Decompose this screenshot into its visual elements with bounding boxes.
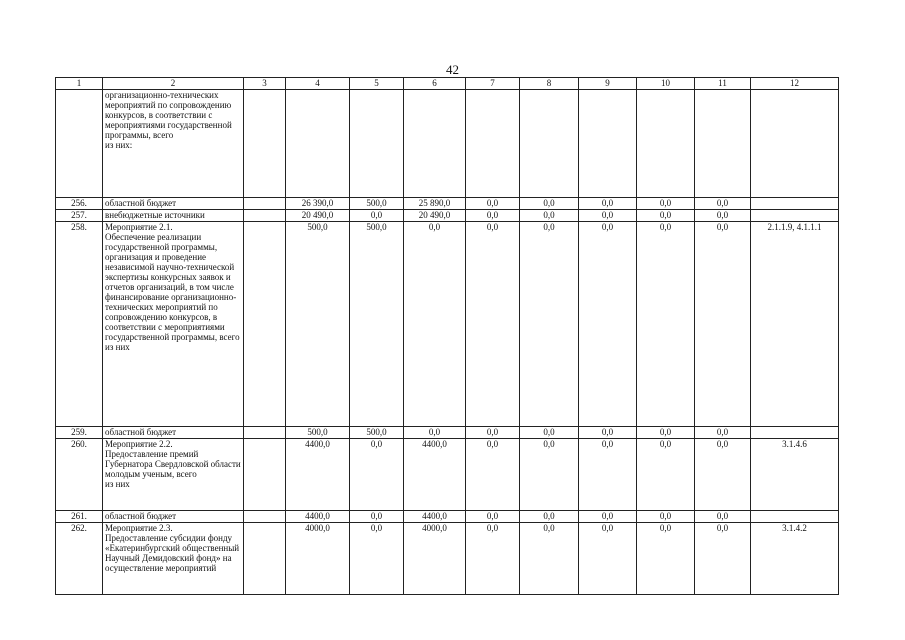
row-number: 257. [56, 210, 103, 222]
row-value-col7: 0,0 [466, 511, 520, 523]
row-value-col11: 0,0 [695, 198, 751, 210]
row-col3 [244, 222, 286, 427]
row-description: Мероприятие 2.1. Обеспечение реализации государственной программы, организация и проведение независимой научно-технической экспертизы конкурсных заявок и отчетов организаций, в том числе финансирование организационно-технических мероприятий по сопровождению конкурсов, в соответствии с мероприятиями государственной программы, всего из них [103, 222, 244, 427]
row-value-col5: 0,0 [350, 523, 404, 595]
row-value-col10: 0,0 [637, 198, 695, 210]
row-value-col8: 0,0 [520, 198, 579, 210]
row-value-col7: 0,0 [466, 439, 520, 511]
row-number: 260. [56, 439, 103, 511]
table-row [56, 222, 839, 427]
row-value-col6: 0,0 [404, 427, 466, 439]
header-cell: 8 [520, 78, 579, 90]
row-target-code [751, 210, 839, 222]
row-value-col6: 0,0 [404, 222, 466, 427]
row-value-col5: 0,0 [350, 439, 404, 511]
header-cell: 2 [103, 78, 244, 90]
row-value-col11: 0,0 [695, 222, 751, 427]
row-col3 [244, 523, 286, 595]
row-value-col10: 0,0 [637, 511, 695, 523]
row-value-col7: 0,0 [466, 210, 520, 222]
row-total: 20 490,0 [286, 210, 350, 222]
row-total: 4000,0 [286, 523, 350, 595]
header-cell: 4 [286, 78, 350, 90]
row-col3 [244, 90, 286, 198]
row-value-col8: 0,0 [520, 523, 579, 595]
row-number: 262. [56, 523, 103, 595]
row-target-code [751, 90, 839, 198]
row-value-col5: 500,0 [350, 222, 404, 427]
row-number: 259. [56, 427, 103, 439]
row-value-col7: 0,0 [466, 198, 520, 210]
row-target-code [751, 511, 839, 523]
row-col3 [244, 210, 286, 222]
row-value-col8: 0,0 [520, 210, 579, 222]
page-number: 42 [446, 62, 459, 77]
header-cell: 11 [695, 78, 751, 90]
table-row [56, 511, 839, 523]
row-value-col11: 0,0 [695, 523, 751, 595]
header-cell: 1 [56, 78, 103, 90]
row-total: 4400,0 [286, 511, 350, 523]
table-row [56, 90, 839, 198]
row-value-col6: 20 490,0 [404, 210, 466, 222]
row-target-code: 3.1.4.6 [751, 439, 839, 511]
row-value-col10: 0,0 [637, 439, 695, 511]
row-value-col10: 0,0 [637, 222, 695, 427]
row-value-col9: 0,0 [579, 511, 637, 523]
row-target-code [751, 427, 839, 439]
row-value-col11: 0,0 [695, 511, 751, 523]
table-row [56, 198, 839, 210]
row-value-col5: 0,0 [350, 210, 404, 222]
header-cell: 10 [637, 78, 695, 90]
row-description: внебюджетные источники [103, 210, 244, 222]
row-value-col6: 25 890,0 [404, 198, 466, 210]
row-value-col9: 0,0 [579, 210, 637, 222]
row-value-col7 [466, 90, 520, 198]
row-value-col5: 0,0 [350, 511, 404, 523]
row-description: Мероприятие 2.2. Предоставление премий Губернатора Свердловской области молодым ученым, всего из них [103, 439, 244, 511]
row-value-col11: 0,0 [695, 210, 751, 222]
row-value-col5 [350, 90, 404, 198]
header-cell: 12 [751, 78, 839, 90]
row-value-col9: 0,0 [579, 439, 637, 511]
row-value-col9: 0,0 [579, 523, 637, 595]
row-total: 4400,0 [286, 439, 350, 511]
header-cell: 9 [579, 78, 637, 90]
table-row [56, 427, 839, 439]
row-total: 500,0 [286, 427, 350, 439]
row-col3 [244, 427, 286, 439]
header-cell: 6 [404, 78, 466, 90]
row-value-col11: 0,0 [695, 439, 751, 511]
row-target-code: 2.1.1.9, 4.1.1.1 [751, 222, 839, 427]
row-value-col7: 0,0 [466, 523, 520, 595]
row-col3 [244, 511, 286, 523]
row-description: областной бюджет [103, 427, 244, 439]
row-value-col10: 0,0 [637, 210, 695, 222]
row-value-col8: 0,0 [520, 439, 579, 511]
budget-table [55, 77, 839, 595]
row-col3 [244, 198, 286, 210]
row-value-col9 [579, 90, 637, 198]
row-value-col6 [404, 90, 466, 198]
row-value-col8: 0,0 [520, 427, 579, 439]
row-value-col7: 0,0 [466, 222, 520, 427]
row-value-col6: 4000,0 [404, 523, 466, 595]
row-value-col6: 4400,0 [404, 511, 466, 523]
row-description: областной бюджет [103, 198, 244, 210]
row-value-col5: 500,0 [350, 427, 404, 439]
row-description: организационно-технических мероприятий по сопровождению конкурсов, в соответствии с мероприятиями государственной программы, всего из них: [103, 90, 244, 198]
row-total: 500,0 [286, 222, 350, 427]
row-value-col10: 0,0 [637, 523, 695, 595]
row-value-col5: 500,0 [350, 198, 404, 210]
table-row [56, 210, 839, 222]
row-value-col8: 0,0 [520, 511, 579, 523]
header-cell: 3 [244, 78, 286, 90]
row-col3 [244, 439, 286, 511]
row-value-col11 [695, 90, 751, 198]
row-description: областной бюджет [103, 511, 244, 523]
row-value-col9: 0,0 [579, 198, 637, 210]
row-value-col9: 0,0 [579, 427, 637, 439]
row-number [56, 90, 103, 198]
row-target-code: 3.1.4.2 [751, 523, 839, 595]
table-row [56, 439, 839, 511]
header-cell: 5 [350, 78, 404, 90]
row-total: 26 390,0 [286, 198, 350, 210]
row-value-col8 [520, 90, 579, 198]
row-number: 256. [56, 198, 103, 210]
row-description: Мероприятие 2.3. Предоставление субсидии фонду «Екатеринбургский общественный Научный Демидовский фонд» на осуществление мероприятий [103, 523, 244, 595]
row-value-col7: 0,0 [466, 427, 520, 439]
row-value-col9: 0,0 [579, 222, 637, 427]
row-number: 261. [56, 511, 103, 523]
row-value-col10 [637, 90, 695, 198]
row-total [286, 90, 350, 198]
row-value-col11: 0,0 [695, 427, 751, 439]
table-row [56, 523, 839, 595]
header-row [56, 78, 839, 90]
row-target-code [751, 198, 839, 210]
row-number: 258. [56, 222, 103, 427]
row-value-col6: 4400,0 [404, 439, 466, 511]
row-value-col8: 0,0 [520, 222, 579, 427]
row-value-col10: 0,0 [637, 427, 695, 439]
header-cell: 7 [466, 78, 520, 90]
